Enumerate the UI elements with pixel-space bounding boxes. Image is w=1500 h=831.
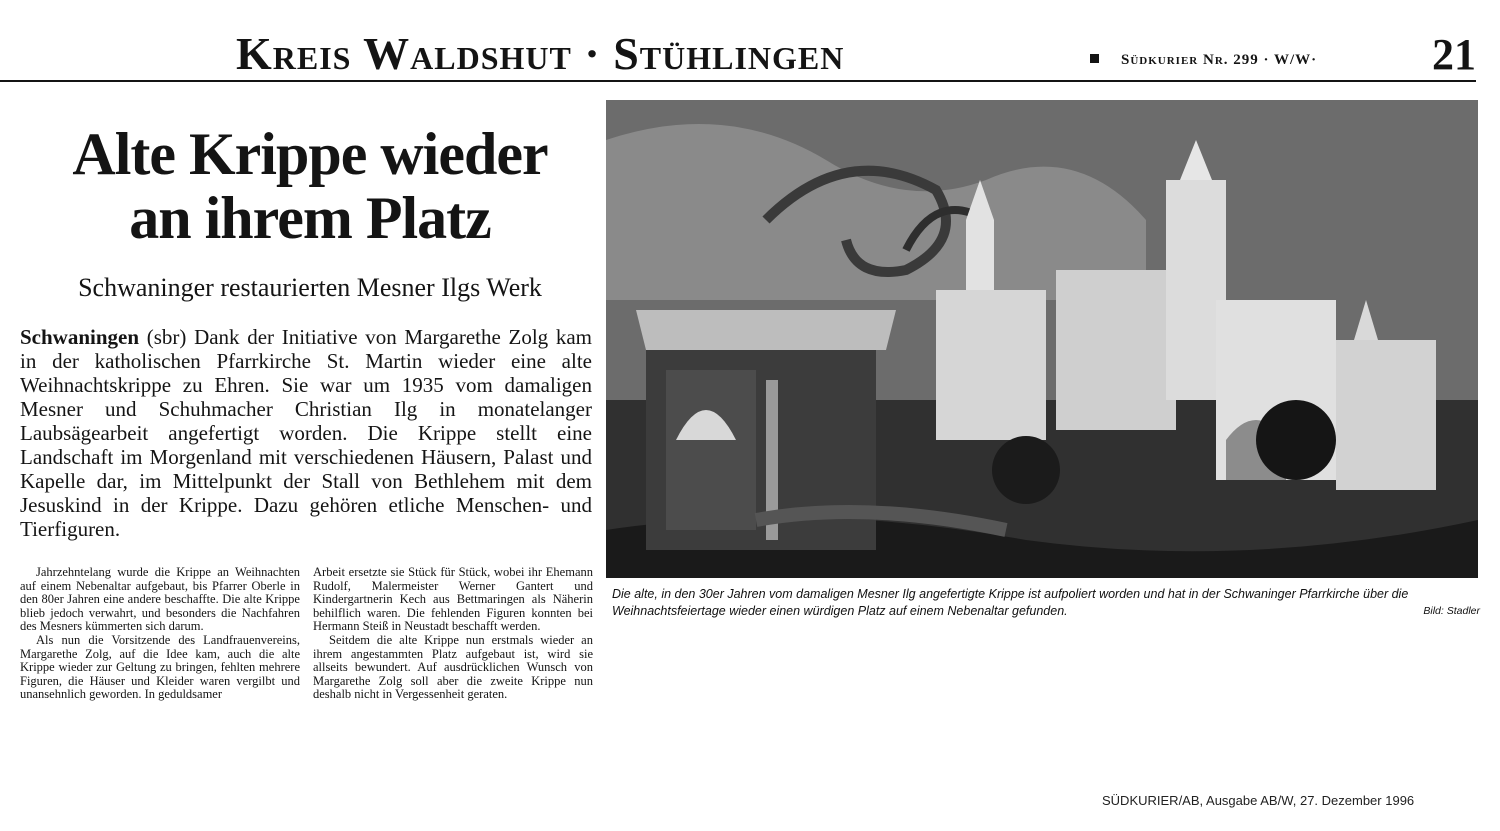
headline [20,122,600,250]
subheadline: Schwaninger restaurierten Mesner Ilgs Werk [78,273,542,302]
headline-line-1: Alte Krippe wieder [72,121,548,187]
body-column-2 [313,566,593,702]
body-column-1 [20,566,300,702]
photo-caption [612,586,1480,620]
body-paragraph: Jahrzehntelang wurde die Krippe an Weihnachten auf einem Nebenaltar aufgebaut, bis Pfarrer Oberle in den 80er Jahren eine andere beschaffte. Die alte Krippe blieb jedoch verwahrt, und besonders die Nachfahren des Mesners kümmerten sich darum. [20,565,300,634]
square-bullet-icon [1090,54,1099,63]
photo-credit: Bild: Stadler [1423,605,1480,617]
masthead-rule [0,80,1476,82]
nativity-scene-photo [606,100,1478,578]
body-paragraph: Als nun die Vorsitzende des Landfrauenvereins, Margarethe Zolg, auf die Idee kam, auch die alte Krippe wieder zur Geltung zu bringen, fehlten mehrere Figuren, die Häuser und Kleider waren vergilbt und unansehnlich geworden. In geduldsamer [20,632,300,702]
body-paragraph: Seitdem die alte Krippe nun erstmals wieder an ihrem angestammten Platz aufgebaut ist, wird sie allseits bewundert. Auf ausdrücklichen Wunsch von Margarethe Zolg soll aber die zweite Krippe nun deshalb nicht in Vergessenheit geraten. [313,632,593,702]
dateline: Schwaningen [20,325,140,349]
page-number: 21 [1432,30,1476,79]
lead-text: (sbr) Dank der Initiative von Margarethe Zolg kam in der katholischen Pfarrkirche St. Martin wieder eine alte Weihnachtskrippe zu Ehren. Sie war um 1935 vom damaligen Mesner und Schuhmacher Christian Ilg in monatelanger Laubsägearbeit angefertigt worden. Die Krippe stellt eine Landschaft im Morgenland mit verschiedenen Häusern, Palast und Kapelle dar, im Mittelpunkt der Stall von Bethlehem mit dem Jesuskind in der Krippe. Dazu gehören etliche Menschen- und Tierfiguren. [20,325,592,541]
caption-text: Die alte, in den 30er Jahren vom damaligen Mesner Ilg angefertigte Krippe ist aufpoliert worden und hat in der Schwaninger Pfarrkirche über die Weihnachtsfeiertage wieder einen würdigen Platz auf einem Nebenaltar gefunden. [612,587,1409,618]
body-paragraph: Arbeit ersetzte sie Stück für Stück, wobei ihr Ehemann Rudolf, Malermeister Werner Gantert und Kindergartnerin Kech aus Bettmaringen als Näherin behilflich waren. Die fehlenden Figuren konnten bei Hermann Steiß in Neustadt beschafft werden. [313,565,593,634]
issue-line [1090,52,1317,69]
headline-line-2: an ihrem Platz [129,185,491,251]
issue-text: Südkurier Nr. 299 · W/W· [1121,52,1318,68]
source-footer: SÜDKURIER/AB, Ausgabe AB/W, 27. Dezember 1996 [1102,793,1415,808]
masthead [0,0,1500,84]
photo-illustration [606,100,1478,578]
lead-paragraph [20,325,592,541]
section-title: Kreis Waldshut · Stühlingen [236,28,845,79]
